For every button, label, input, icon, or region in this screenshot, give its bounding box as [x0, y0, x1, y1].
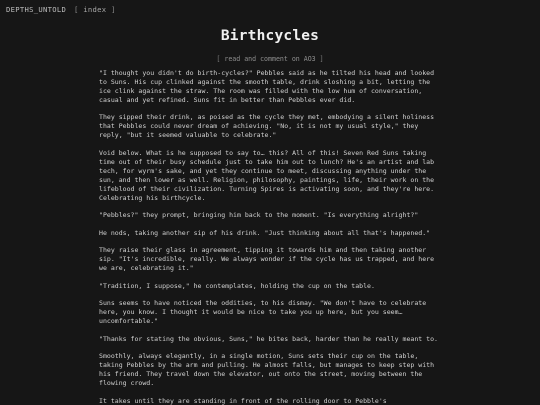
story-paragraph: Suns seems to have noticed the oddities, to his dismay. "We don't have to celebrate here, you know. I thought it would be nice to take you up here, but you seem… uncomfortable."	[99, 299, 427, 326]
read-on-ao3-link[interactable]	[0, 55, 540, 63]
story-paragraph: "I thought you didn't do birth-cycles?" Pebbles said as he tilted his head and looked to Suns. His cup clinked against the smooth table, drink sloshing a bit, letting the ice clink against the straw. The room was filled with the low hum of conversation, casual and yet refined. Suns fit in better than Pebbles ever did.	[99, 69, 435, 104]
story-paragraph: "Tradition, I suppose," he contemplates, holding the cup on the table.	[99, 281, 375, 290]
read-close-bracket: ]	[319, 55, 324, 63]
nav-open-bracket: [	[74, 5, 79, 14]
site-name-link[interactable]: DEPTHS_UNTOLD	[6, 5, 67, 14]
story-title: Birthcycles	[220, 28, 320, 44]
read-open-bracket: [	[216, 55, 221, 63]
story-paragraph: They raise their glass in agreement, tipping it towards him and then taking another sip. "It's incredible, really. We always wonder if the cycle has us trapped, and here we are, celebrating it."	[99, 246, 435, 273]
story-paragraph: Smoothly, always elegantly, in a single motion, Suns sets their cup on the table, taking Pebbles by the arm and pulling. He almost falls, but manages to keep step with his friend. They travel down the elevator, out onto the street, moving between the flowing crowd.	[99, 352, 435, 388]
story-paragraph: "Thanks for stating the obvious, Suns," he bites back, harder than he really meant to.	[99, 334, 438, 343]
story-paragraph: Void below. What is he supposed to say to… this? All of this! Seven Red Suns taking time out of their busy schedule just to take him out to lunch? He's an artist and lab tech, for wyrm's sake, and yet they continue to meet, discussing anything under the sun, and then lower as well. Religion, philosophy, paintings, life, their work on the lifeblood of their civilization. Turning Spires is activating soon, and they're here. Celebrating his birthcycle.	[99, 148, 435, 202]
read-link-label: read and comment on AO3	[224, 55, 316, 63]
story-paragraph: "Pebbles?" they prompt, bringing him back to the moment. "Is everything alright?"	[99, 211, 419, 220]
nav-index-label: index	[83, 5, 107, 14]
story-paragraph: It takes until they are standing in front of the rolling door to Pebble's	[99, 396, 387, 405]
nav-close-bracket: ]	[111, 5, 116, 14]
nav-index-link[interactable]	[74, 5, 116, 14]
top-bar	[0, 0, 540, 22]
story-body	[99, 69, 445, 405]
story-paragraph: They sipped their drink, as poised as the cycle they met, embodying a silent holiness that Pebbles could never dream of achieving. "No, it is not my usual style," they reply, "but it seemed valuable to celebrate."	[99, 113, 435, 140]
story-paragraph: He nods, taking another sip of his drink. "Just thinking about all that's happened."	[99, 228, 431, 237]
